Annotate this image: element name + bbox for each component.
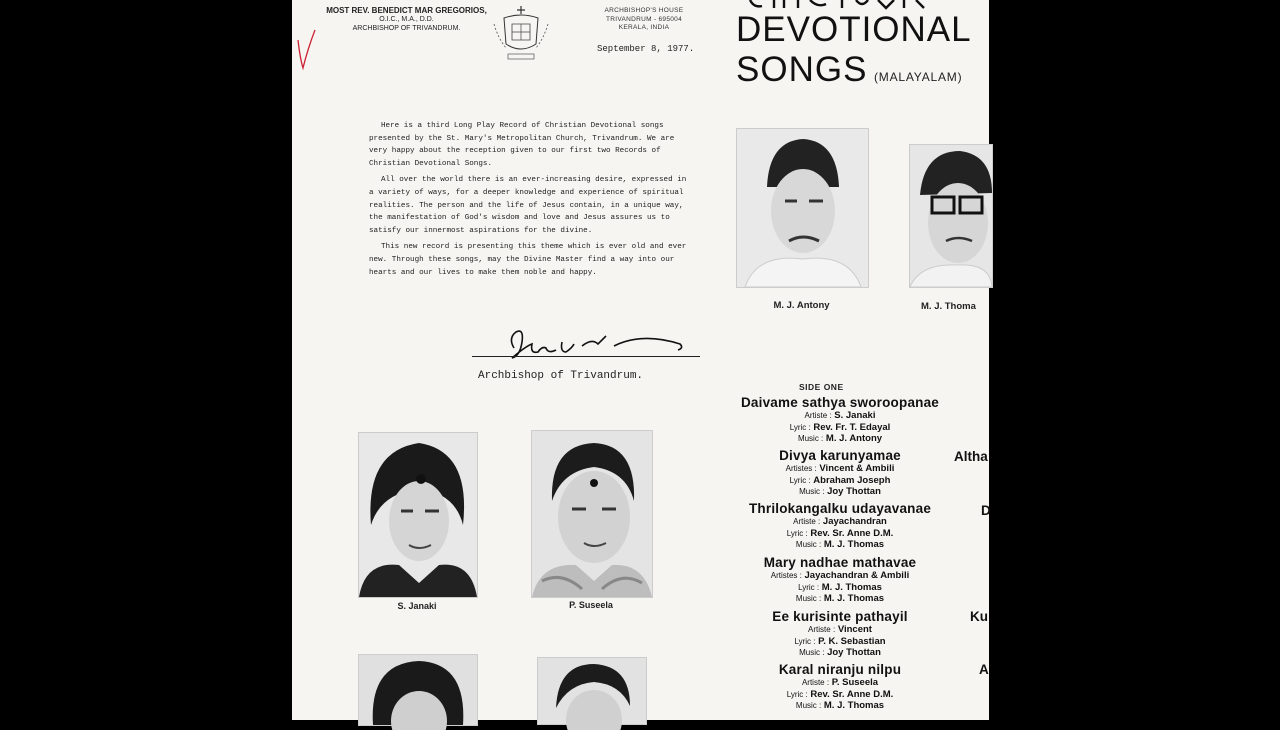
red-tick-mark (294, 28, 316, 70)
photo-mj-antony (736, 128, 869, 288)
song-credits (704, 570, 976, 605)
side-two-fragment: Altha (954, 449, 988, 464)
portrait-icon (359, 433, 477, 597)
side-two-fragment: A (979, 662, 989, 677)
music-label: Music : (799, 648, 825, 657)
lyric-label: Lyric : (798, 582, 820, 592)
caption-mj-thomas: M. J. Thoma (921, 301, 976, 312)
song-title: Mary nadhae mathavae (763, 555, 917, 570)
song-credits (704, 624, 976, 659)
artiste-value: Jayachandran & Ambili (804, 570, 910, 581)
portrait-icon (532, 431, 652, 597)
lyric-value: Rev. Fr. T. Edayal (813, 421, 891, 433)
letterhead-address (594, 7, 694, 33)
letter-paragraph: Here is a third Long Play Record of Christian Devotional songs presented by the St. Mary's Metropolitan Church, Trivandrum. We are very happy about the reception given to our first two Records of Christian Devotional Songs. (369, 122, 675, 168)
letter-paragraph: This new record is presenting this theme which is ever old and ever new. Through these songs, may the Divine Master find a way into our hearts and our lives to make them noble and happy. (369, 243, 687, 277)
address-line-3: KERALA, INDIA (618, 24, 670, 31)
side-one-heading: SIDE ONE (799, 382, 844, 392)
address-line-1: ARCHBISHOP'S HOUSE (604, 7, 684, 14)
music-value: M. J. Thomas (823, 539, 885, 550)
music-value: M. J. Thomas (823, 593, 885, 604)
signature-title: Archbishop of Trivandrum. (478, 370, 644, 382)
lyric-value: Rev. Sr. Anne D.M. (810, 688, 894, 700)
music-label: Music : (797, 434, 824, 443)
title-cropped-line (746, 0, 936, 10)
caption-p-suseela: P. Suseela (569, 600, 613, 610)
song-entry (704, 555, 976, 605)
lyric-value: Rev. Sr. Anne D.M. (810, 527, 894, 539)
signature-line (472, 356, 700, 357)
sender-title: ARCHBISHOP OF TRIVANDRUM. (352, 25, 461, 32)
archdiocese-crest-icon (490, 4, 552, 62)
letter-body (369, 120, 689, 283)
song-entry (704, 662, 976, 712)
signature (502, 322, 692, 368)
music-label: Music : (795, 540, 822, 549)
lyric-label: Lyric : (789, 475, 811, 485)
lyric-label: Lyric : (786, 689, 808, 699)
sender-degrees: O.I.C., M.A., D.D. (379, 16, 434, 23)
address-line-2: TRIVANDRUM - 695004 (605, 15, 683, 23)
artiste-label: Artiste : (793, 517, 821, 526)
lyric-label: Lyric : (789, 422, 811, 432)
song-credits (704, 463, 976, 498)
artiste-label: Artistes : (770, 571, 802, 580)
letterhead-sender (324, 6, 489, 33)
artiste-value: Vincent & Ambili (819, 463, 895, 474)
artiste-value: S. Janaki (834, 410, 876, 421)
letter-date: September 8, 1977. (597, 44, 695, 54)
artiste-label: Artistes : (785, 464, 817, 473)
artiste-label: Artiste : (801, 678, 830, 687)
photo-p-suseela (531, 430, 653, 598)
caption-s-janaki: S. Janaki (397, 601, 437, 611)
caption-mj-antony: M. J. Antony (773, 300, 830, 311)
portrait-icon (737, 129, 868, 287)
song-title: Thrilokangalku udayavanae (748, 501, 932, 516)
photo-bottom-right (537, 657, 647, 725)
music-value: M. J. Thomas (823, 700, 885, 711)
photo-s-janaki (358, 432, 478, 598)
song-title: Daivame sathya sworoopanae (740, 395, 940, 410)
artiste-label: Artiste : (808, 625, 836, 634)
song-entry (704, 448, 976, 498)
song-entry (704, 609, 976, 659)
side-two-fragment: D (981, 503, 991, 518)
music-value: Joy Thottan (827, 486, 881, 497)
lyric-label: Lyric : (794, 636, 816, 646)
song-title: Ee kurisinte pathayil (772, 609, 908, 624)
music-value: M. J. Antony (825, 433, 883, 444)
song-title: Divya karunyamae (779, 448, 901, 463)
song-entry (704, 501, 976, 551)
sender-name: MOST REV. BENEDICT MAR GREGORIOS, (326, 6, 487, 15)
portrait-icon (910, 145, 992, 287)
music-label: Music : (795, 701, 822, 710)
artiste-label: Artiste : (804, 411, 832, 420)
lyric-value: M. J. Thomas (821, 581, 882, 593)
song-credits (704, 516, 976, 551)
album-title-line-1: DEVOTIONAL (736, 10, 972, 49)
music-label: Music : (795, 594, 822, 603)
lyric-value: P. K. Sebastian (818, 635, 886, 647)
artiste-value: Jayachandran (822, 516, 887, 527)
lyric-label: Lyric : (786, 528, 808, 538)
photo-bottom-left (358, 654, 478, 726)
song-credits (704, 410, 976, 445)
portrait-icon (538, 658, 646, 724)
portrait-icon (359, 655, 477, 725)
artiste-value: Vincent (837, 624, 872, 635)
side-two-fragment: Ku (970, 609, 988, 624)
album-title-line-2: SONGS (736, 50, 868, 89)
album-sleeve (292, 0, 989, 720)
lyric-value: Abraham Joseph (813, 474, 891, 486)
music-label: Music : (799, 487, 825, 496)
song-entry (704, 395, 976, 445)
album-subtitle: (MALAYALAM) (874, 70, 963, 84)
artiste-value: P. Suseela (831, 677, 879, 688)
letter-paragraph: All over the world there is an ever-increasing desire, expressed in a variety of ways, for a deeper knowledge and experience of spiritual realities. The person and the life of Jesus contain, in a unique way, the manifestation of God's wisdom and love and Jesus assures us to satisfy our innermost aspirations for the divine. (369, 176, 687, 235)
song-credits (704, 677, 976, 712)
music-value: Joy Thottan (827, 647, 881, 658)
photo-mj-thomas (909, 144, 993, 288)
song-title: Karal niranju nilpu (778, 662, 902, 677)
